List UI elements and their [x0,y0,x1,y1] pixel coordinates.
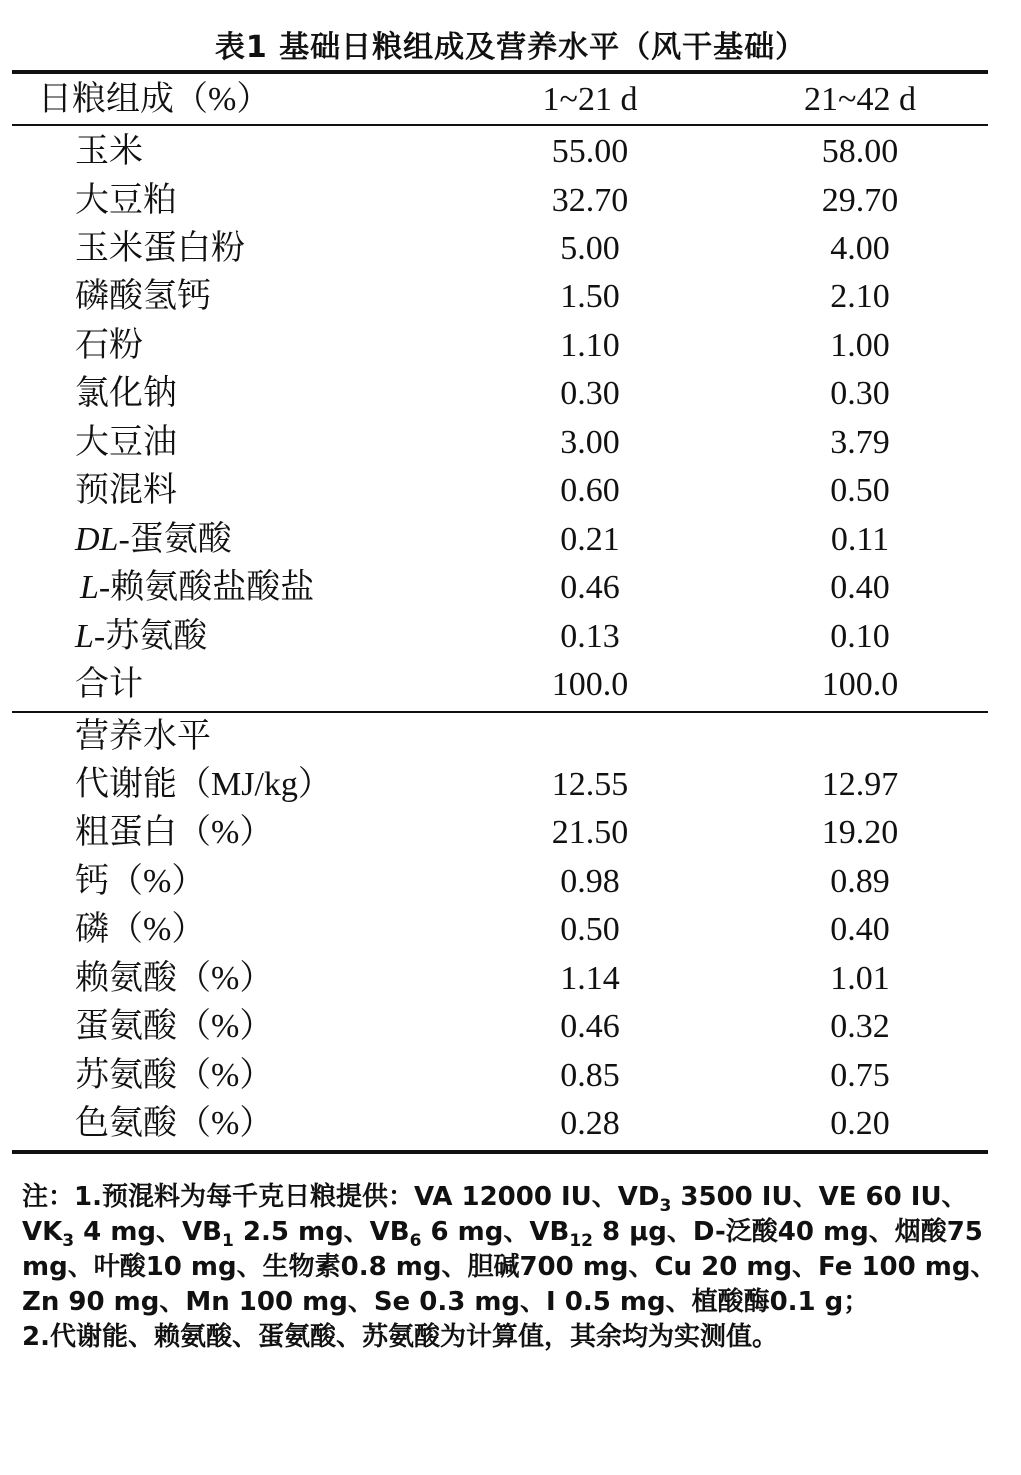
row-label: 粗蛋白（%） [75,814,274,851]
row-value-1: 21.50 [551,814,629,851]
row-value-2: 0.10 [830,618,890,655]
table-row [0,1003,1021,1051]
note-1-text: 6 mg、VB [421,1217,570,1247]
row-label: 大豆粕 [75,182,177,219]
table-row [0,955,1021,1003]
row-label: 玉米 [75,133,143,170]
row-value-2: 0.30 [830,375,890,412]
note-subscript: 1 [221,1231,234,1251]
table-row [0,177,1021,225]
row-label: 钙（%） [75,863,206,900]
row-label: 蛋氨酸（%） [75,1008,274,1045]
row-value-1: 0.85 [560,1057,620,1094]
row-value-1: 0.28 [560,1105,620,1142]
table-row [0,370,1021,418]
table-row [0,906,1021,954]
row-value-2: 4.00 [830,230,890,267]
row-value-1: 0.21 [560,521,620,558]
row-value-2: 0.40 [830,911,890,948]
note-subscript: 6 [409,1231,422,1251]
row-value-2: 100.0 [821,666,899,703]
table-bottom-rule [12,1150,988,1154]
table-row [0,128,1021,176]
note-2: 2.代谢能、赖氨酸、蛋氨酸、苏氨酸为计算值，其余均为实测值。 [22,1322,778,1352]
row-label: 大豆油 [75,424,177,461]
note-1-text: 3500 IU、VE 60 IU、VK [22,1182,968,1247]
table-row [0,809,1021,857]
table-row [0,419,1021,467]
row-value-1: 12.55 [551,766,629,803]
row-label [75,516,232,564]
table-row [0,858,1021,906]
table-notes [22,1180,997,1355]
row-value-1: 1.14 [560,960,620,997]
row-label-text: -赖氨酸盐酸盐 [98,569,315,606]
row-value-2: 2.10 [830,278,890,315]
header-col-1: 1~21 d [542,81,638,118]
row-label: 玉米蛋白粉 [75,230,245,267]
table-row-total [0,661,1021,709]
row-label-prefix: L [80,569,99,606]
table-row [0,761,1021,809]
note-subscript: 12 [569,1231,593,1251]
row-value-1: 0.50 [560,911,620,948]
row-value-2: 1.01 [830,960,890,997]
row-value-1: 0.60 [560,472,620,509]
row-value-1: 1.10 [560,327,620,364]
row-label: 磷酸氢钙 [75,278,211,315]
row-value-2: 0.20 [830,1105,890,1142]
row-value-2: 1.00 [830,327,890,364]
row-value-2: 0.40 [830,569,890,606]
table-row [0,613,1021,661]
row-value-2: 0.11 [830,521,890,558]
row-value-1: 32.70 [551,182,629,219]
row-label-text: -蛋氨酸 [118,521,232,558]
row-value-1: 1.50 [560,278,620,315]
table-row [0,322,1021,370]
row-value-1: 55.00 [551,133,629,170]
row-label: 合计 [75,666,143,703]
row-value-2: 58.00 [821,133,899,170]
row-value-1: 0.30 [560,375,620,412]
row-value-2: 0.75 [830,1057,890,1094]
table-title: 表1 基础日粮组成及营养水平（风干基础） [214,30,807,65]
row-value-2: 3.79 [830,424,890,461]
nutrition-heading: 营养水平 [75,718,211,755]
table-row [0,564,1021,612]
row-label-prefix: DL [75,521,119,558]
row-value-1: 0.98 [560,863,620,900]
row-value-2: 19.20 [821,814,899,851]
row-label: 色氨酸（%） [75,1105,274,1142]
header-col-2: 21~42 d [804,81,916,118]
table-row [0,516,1021,564]
note-1 [22,1180,997,1320]
table-header-row [0,76,1021,124]
table-row [0,273,1021,321]
table-row [0,1052,1021,1100]
row-value-1: 3.00 [560,424,620,461]
row-value-1: 0.13 [560,618,620,655]
table-row [0,225,1021,273]
row-label-prefix: L [75,618,94,655]
row-value-1: 100.0 [551,666,629,703]
row-label: 磷（%） [75,911,206,948]
header-label: 日粮组成（%） [38,81,271,118]
row-value-2: 0.32 [830,1008,890,1045]
row-label: 代谢能（MJ/kg） [75,766,332,803]
row-value-1: 0.46 [560,569,620,606]
table-row [0,1100,1021,1148]
note-subscript: 3 [659,1196,672,1216]
row-label: 石粉 [75,327,143,364]
row-label [80,564,314,612]
row-label [75,613,207,661]
row-label: 氯化钠 [75,375,177,412]
row-value-2: 12.97 [821,766,899,803]
note-1-text: 4 mg、VB [74,1217,222,1247]
table-top-rule [12,70,988,74]
row-label: 赖氨酸（%） [75,960,274,997]
nutrition-heading-row [0,713,1021,761]
note-subscript: 3 [62,1231,75,1251]
row-value-1: 5.00 [560,230,620,267]
table-header-rule [12,124,988,126]
note-1-text: 8 μg、D-泛酸40 mg、烟酸75 mg、叶酸10 mg、生物素0.8 mg、胆碱700 mg、Cu 20 mg、Fe 100 mg、Zn 90 mg、Mn 100 mg、Se 0.3 mg、I 0.5 mg、植酸酶0.1 g； [22,1217,997,1317]
row-label: 预混料 [75,472,177,509]
row-value-1: 0.46 [560,1008,620,1045]
row-label-text: -苏氨酸 [93,618,208,655]
row-label: 苏氨酸（%） [75,1057,274,1094]
row-value-2: 0.50 [830,472,890,509]
table-row [0,467,1021,515]
note-1-text: 2.5 mg、VB [233,1217,410,1247]
note-1-text: 注：1.预混料为每千克日粮提供：VA 12000 IU、VD [22,1182,660,1212]
row-value-2: 0.89 [830,863,890,900]
row-value-2: 29.70 [821,182,899,219]
